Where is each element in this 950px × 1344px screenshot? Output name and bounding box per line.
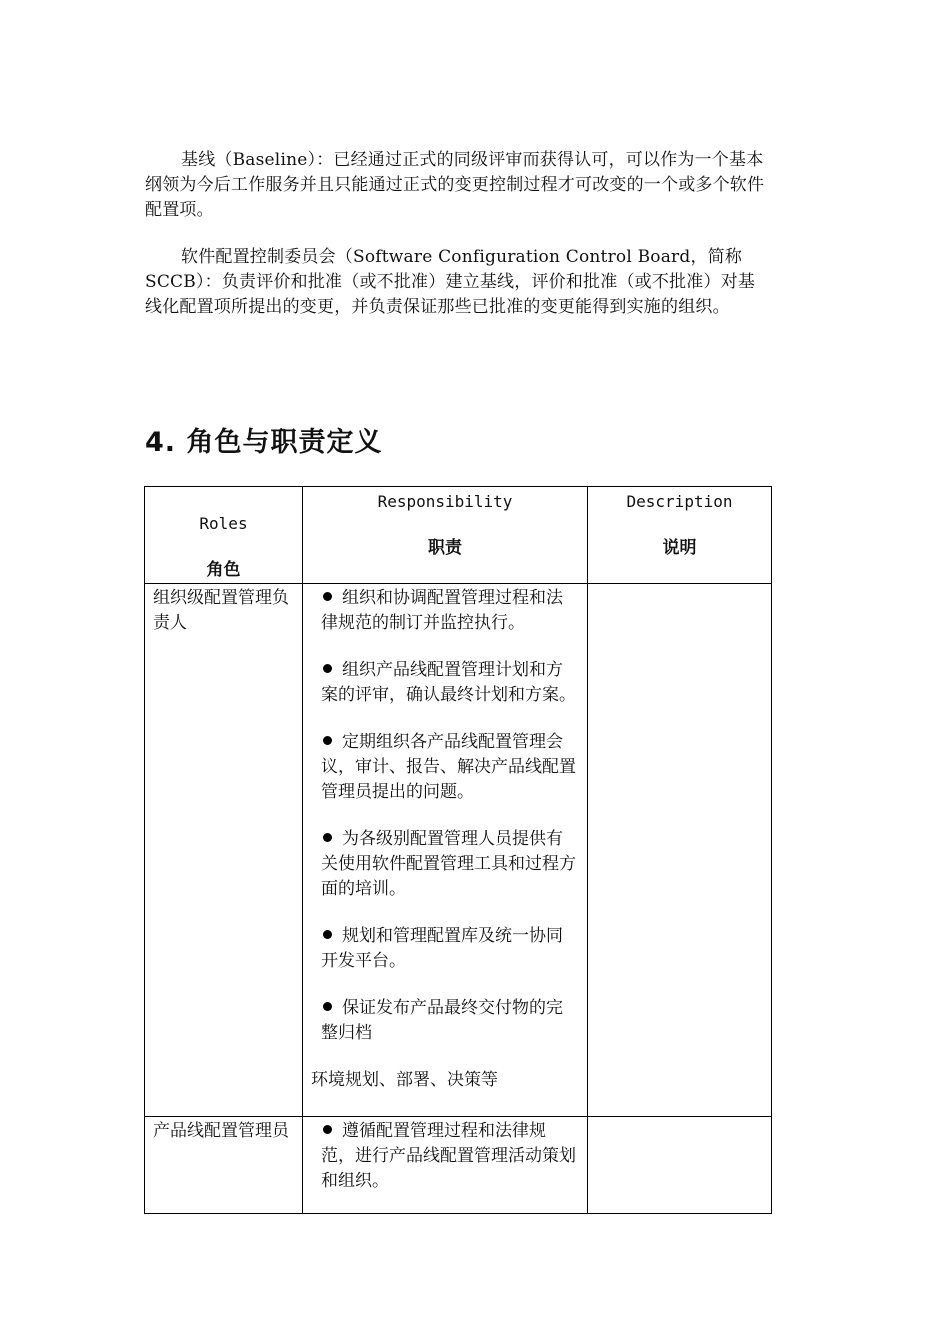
header-roles-en: Roles (199, 514, 248, 533)
header-resp-zh: 职责 (428, 538, 462, 558)
list-item: 遵循配置管理过程和法律规范，进行产品线配置管理活动策划和组织。 (321, 1121, 576, 1191)
responsibility-note: 环境规划、部署、决策等 (311, 1070, 498, 1090)
bullet-icon (323, 1002, 332, 1011)
sccb-definition: 软件配置控制委员会（Software Configuration Control Board，简称SCCB）：负责评价和批准（或不批准）建立基线，评价和批准（或不批准）对基线化配置项所提出的变更，并负责保证那些已批准的变更能得到实施的组织。 (145, 247, 756, 317)
header-roles-zh: 角色 (206, 560, 241, 580)
header-desc-en: Description (626, 492, 733, 511)
bullet-icon (323, 930, 332, 939)
bullet-icon (323, 664, 332, 673)
role-cell: 产品线配置管理员 (145, 1117, 303, 1214)
description-cell (588, 1117, 772, 1214)
table-row (145, 1117, 772, 1214)
bullet-icon (323, 592, 332, 601)
header-description (588, 487, 772, 584)
list-item: 为各级别配置管理人员提供有关使用软件配置管理工具和过程方面的培训。 (321, 829, 576, 899)
bullet-icon (323, 833, 332, 842)
section-title: 4. 角色与职责定义 (145, 427, 383, 458)
list-item: 组织产品线配置管理计划和方案的评审，确认最终计划和方案。 (321, 660, 576, 705)
list-item: 定期组织各产品线配置管理会议，审计、报告、解决产品线配置管理员提出的问题。 (321, 732, 576, 802)
responsibility-cell (303, 1117, 588, 1214)
header-resp-en: Responsibility (377, 492, 513, 511)
bullet-icon (323, 1125, 332, 1134)
responsibility-cell (303, 584, 588, 1117)
header-desc-zh: 说明 (662, 538, 697, 558)
roles-table (144, 486, 772, 1214)
role-cell: 组织级配置管理负责人 (145, 584, 303, 1117)
list-item: 保证发布产品最终交付物的完整归档 (321, 998, 563, 1043)
baseline-definition: 基线（Baseline）：已经通过正式的同级评审而获得认可，可以作为一个基本纲领为今后工作服务并且只能通过正式的变更控制过程才可改变的一个或多个软件配置项。 (145, 150, 765, 220)
table-header-row (145, 487, 772, 584)
header-roles (145, 487, 303, 584)
header-responsibility (303, 487, 588, 584)
bullet-icon (323, 736, 332, 745)
list-item: 组织和协调配置管理过程和法律规范的制订并监控执行。 (321, 588, 563, 633)
description-cell (588, 584, 772, 1117)
table-row (145, 584, 772, 1117)
list-item: 规划和管理配置库及统一协同开发平台。 (321, 926, 563, 971)
